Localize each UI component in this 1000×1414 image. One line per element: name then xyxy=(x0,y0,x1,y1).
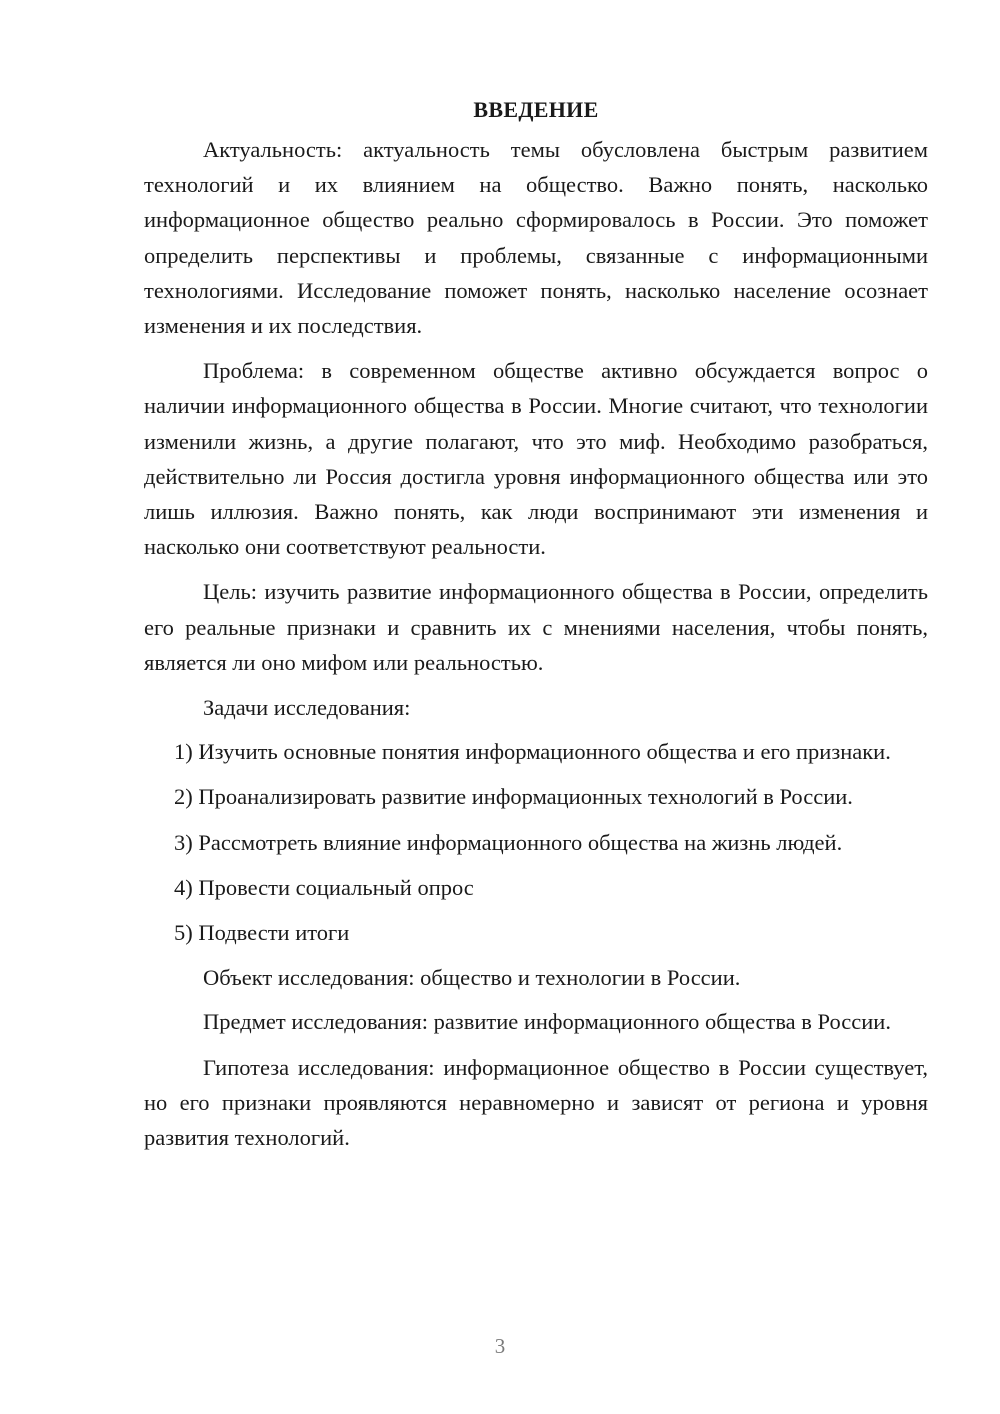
problem-paragraph: Проблема: в современном обществе активно обсуждается вопрос о наличии информационного общества в России. Многие считают, что технологии изменили жизнь, а другие полагают, что это миф. Необходимо разобраться, действительно ли Россия достигла уровня информационного общества или это лишь иллюзия. Важно понять, как люди воспринимают эти изменения и насколько они соответствуют реальности. xyxy=(144,358,928,560)
task-item-5: 5) Подвести итоги xyxy=(174,920,350,946)
goal-paragraph: Цель: изучить развитие информационного общества в России, определить его реальные признаки и сравнить их с мнениями населения, чтобы понять, является ли оно мифом или реальностью. xyxy=(144,579,928,675)
object-paragraph: Объект исследования: общество и технологии в России. xyxy=(203,965,741,991)
tasks-heading: Задачи исследования: xyxy=(203,695,411,721)
page-title: ВВЕДЕНИЕ xyxy=(473,97,599,122)
document-page xyxy=(144,92,928,1165)
relevance-paragraph: Актуальность: актуальность темы обусловлена быстрым развитием технологий и их влиянием на общество. Важно понять, насколько информационное общество реально сформировалось в России. Это поможет определить перспективы и проблемы, связанные с информационными технологиями. Исследование поможет понять, насколько население осознает изменения и их последствия. xyxy=(144,137,928,339)
task-item-2: 2) Проанализировать развитие информационных технологий в России. xyxy=(174,784,853,810)
task-item-1: 1) Изучить основные понятия информационного общества и его признаки. xyxy=(174,739,891,765)
task-item-3: 3) Рассмотреть влияние информационного общества на жизнь людей. xyxy=(174,829,843,855)
page-number: 3 xyxy=(494,1334,506,1358)
hypothesis-paragraph: Гипотеза исследования: информационное общество в России существует, но его признаки проявляются неравномерно и зависят от региона и уровня развития технологий. xyxy=(144,1054,928,1151)
task-item-4: 4) Провести социальный опрос xyxy=(174,874,474,900)
subject-paragraph: Предмет исследования: развитие информационного общества в России. xyxy=(203,1009,891,1035)
